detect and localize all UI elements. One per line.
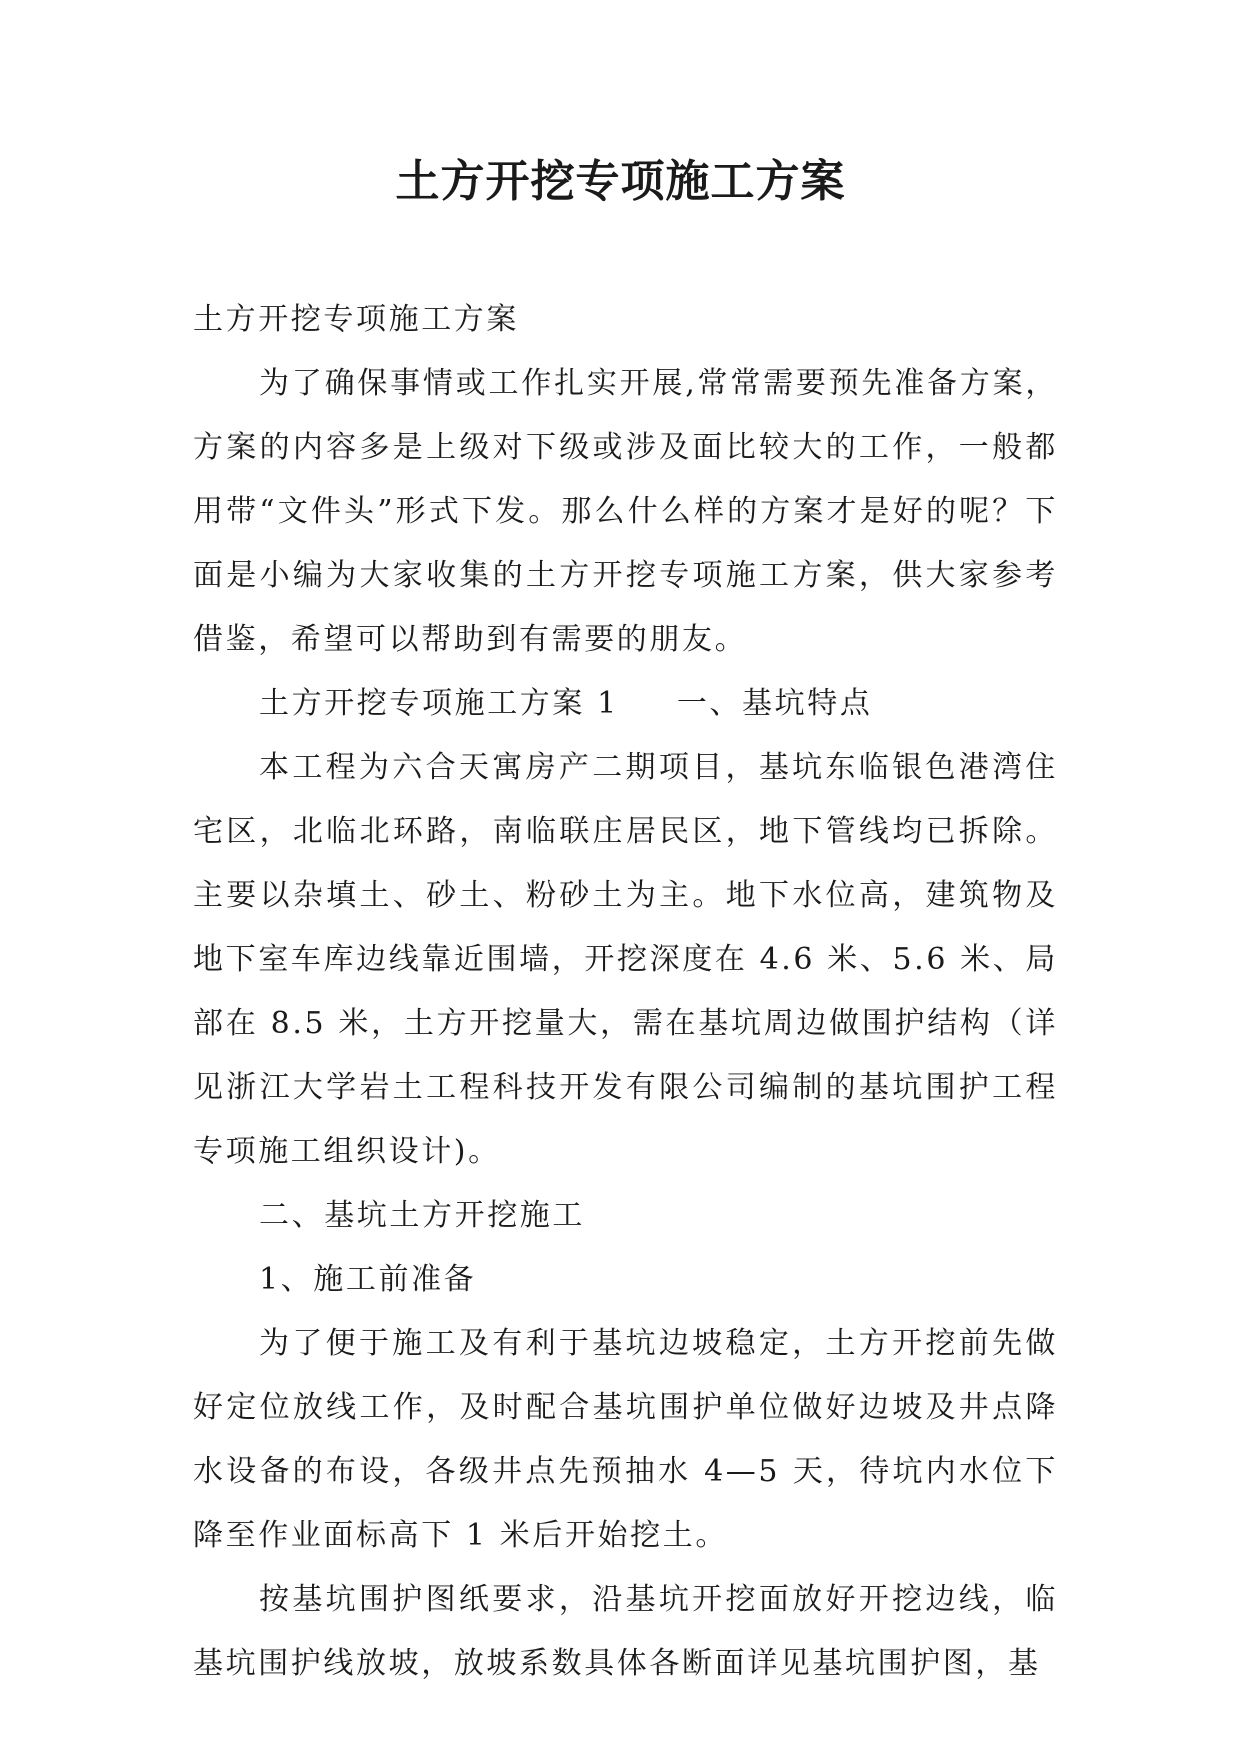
intro-paragraph: 为了确保事情或工作扎实开展,常常需要预先准备方案，方案的内容多是上级对下级或涉及面比较大的工作，一般都用带“文件头”形式下发。那么什么样的方案才是好的呢？下面是小编为大家收集的土方开挖专项施工方案，供大家参考借鉴，希望可以帮助到有需要的朋友。 — [193, 366, 1058, 657]
document-title: 土方开挖专项施工方案 — [395, 156, 846, 207]
subsection1-heading: 1、施工前准备 — [259, 1262, 477, 1297]
document-subtitle: 土方开挖专项施工方案 — [193, 302, 519, 337]
subsection1-paragraph: 为了便于施工及有利于基坑边坡稳定，土方开挖前先做好定位放线工作，及时配合基坑围护单位做好边坡及井点降水设备的布设，各级井点先预抽水 4—5 天，待坑内水位下降至作业面标高下 1 米后开始挖土。 — [193, 1326, 1058, 1553]
document-body — [193, 288, 1058, 1696]
section1-heading: 一、基坑特点 — [676, 686, 873, 721]
plan-heading-line — [193, 672, 1058, 736]
section2-heading: 二、基坑土方开挖施工 — [259, 1198, 585, 1233]
subsection1-paragraph-2: 按基坑围护图纸要求，沿基坑开挖面放好开挖边线，临基坑围护线放坡，放坡系数具体各断面详见基坑围护图，基 — [193, 1582, 1058, 1681]
plan-heading: 土方开挖专项施工方案 1 — [259, 686, 619, 721]
section1-paragraph: 本工程为六合天寓房产二期项目，基坑东临银色港湾住宅区，北临北环路，南临联庄居民区，地下管线均已拆除。主要以杂填土、砂土、粉砂土为主。地下水位高，建筑物及地下室车库边线靠近围墙，开挖深度在 4.6 米、5.6 米、局部在 8.5 米，土方开挖量大，需在基坑周边做围护结构（详见浙江大学岩土工程科技开发有限公司编制的基坑围护工程专项施工组织设计)。 — [193, 750, 1058, 1169]
